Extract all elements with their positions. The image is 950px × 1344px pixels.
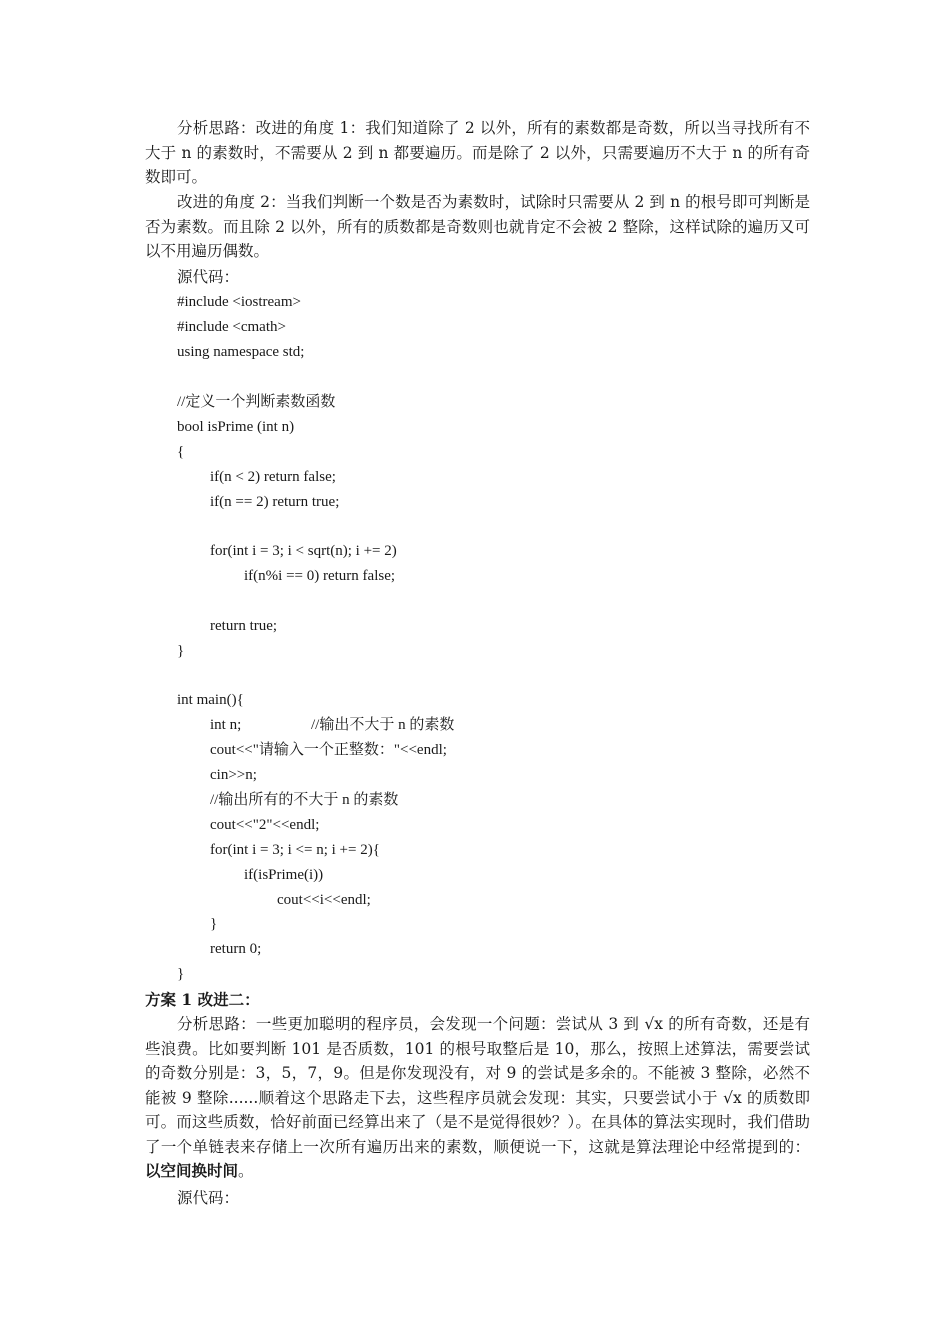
code-line: if(isPrime(i)) <box>244 867 324 883</box>
emphasis-text: 以空间换时间 <box>145 1161 239 1180</box>
code-line: return 0; <box>210 941 262 957</box>
section2-text: 分析思路：一些更加聪明的程序员，会发现一个问题：尝试从 3 到 √x 的所有奇数，还是有些浪费。比如要判断 101 是否质数，101 的根号取整后是 10，那么，按照上述算法，需要尝试的奇数分别是：3，5，7，9。但是你发现没有，对 9 的尝试是多余的。不能被 3 整除，必然不能被 9 整除......顺着这个思路走下去，这些程序员就会发现：其实，只要尝试小于 √x 的质数即可。而这些质数，恰好前面已经算出来了（是不是觉得很妙？）。在具体的算法实现时，我们借助了一个单链表来存储上一次所有遍历出来的素数，顺便说一下，这就是算法理论中经常提到的： <box>145 1015 810 1156</box>
code-line: return true; <box>210 618 278 634</box>
code-line: cout<<"请输入一个正整数："<<endl; <box>210 742 447 758</box>
code-line: for(int i = 3; i < sqrt(n); i += 2) <box>210 543 397 559</box>
source-code-label-2: 源代码： <box>177 1189 240 1207</box>
code-line: cout<<i<<endl; <box>277 892 371 908</box>
code-line: int n; <box>210 717 242 733</box>
code-line: if(n == 2) return true; <box>210 494 340 510</box>
code-line: int main(){ <box>177 692 244 708</box>
code-line: bool isPrime (int n) <box>177 419 295 435</box>
code-line: for(int i = 3; i <= n; i += 2){ <box>210 842 380 858</box>
code-comment: //定义一个判断素数函数 <box>177 394 336 410</box>
intro-paragraph-2: 改进的角度 2：当我们判断一个数是否为素数时，试除时只需要从 2 到 n 的根号即可判断是否为素数。而且除 2 以外，所有的质数都是奇数则也就肯定不会被 2 整除，这样试除的遍历又可以不用遍历偶数。 <box>145 193 810 260</box>
code-line: if(n%i == 0) return false; <box>244 568 396 584</box>
code-line: { <box>177 444 185 460</box>
section2-paragraph <box>145 1012 810 1184</box>
code-line: if(n < 2) return false; <box>210 469 336 485</box>
code-line: #include <iostream> <box>177 294 301 310</box>
code-line: } <box>210 916 218 932</box>
section-heading: 方案 1 改进二： <box>145 990 260 1009</box>
code-line: using namespace std; <box>177 344 305 360</box>
code-line: cout<<"2"<<endl; <box>210 817 320 833</box>
code-comment: //输出不大于 n 的素数 <box>311 717 455 733</box>
code-line: } <box>177 966 185 982</box>
source-code-label: 源代码： <box>177 268 240 286</box>
end-punctuation: 。 <box>238 1162 254 1180</box>
code-line: #include <cmath> <box>177 319 286 335</box>
intro-paragraph-1: 分析思路：改进的角度 1：我们知道除了 2 以外，所有的素数都是奇数，所以当寻找所有不大于 n 的素数时，不需要从 2 到 n 都要遍历。而是除了 2 以外，只需要遍历不大于 n 的所有奇数即可。 <box>145 119 810 186</box>
code-comment: //输出所有的不大于 n 的素数 <box>210 792 399 808</box>
code-line: } <box>177 643 185 659</box>
code-line: cin>>n; <box>210 767 257 783</box>
